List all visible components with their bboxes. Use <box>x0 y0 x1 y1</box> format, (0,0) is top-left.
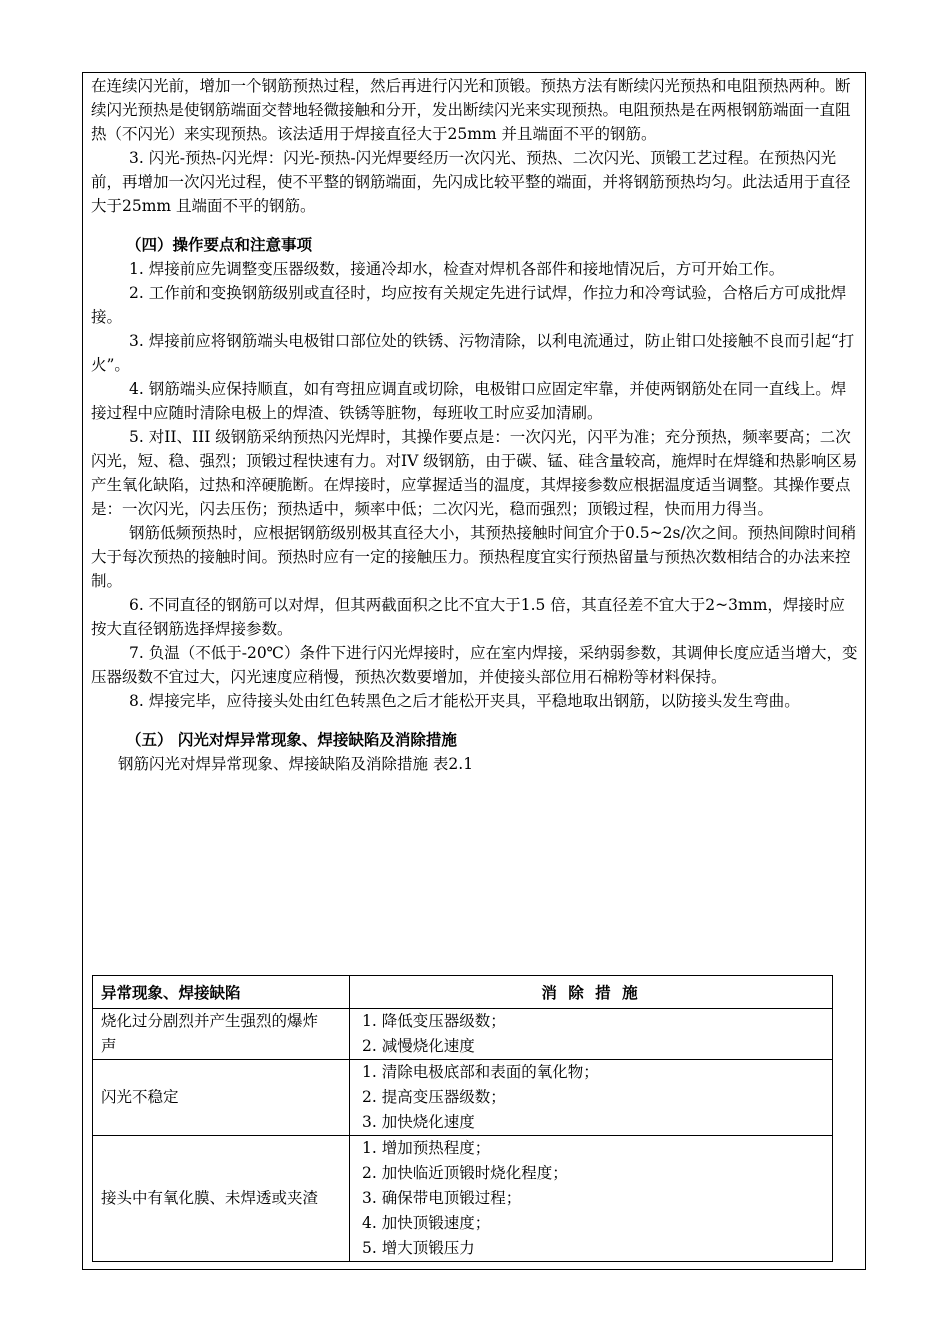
defect-cell <box>93 1136 350 1262</box>
paragraph-flash-preheat-flash: 3. 闪光-预热-闪光焊：闪光-预热-闪光焊要经历一次闪光、预热、二次闪光、顶锻工艺过程。在预热闪光前，再增加一次闪光过程，使不平整的钢筋端面，先闪成比较平整的端面，并将钢筋预热均匀。此法适用于直径大于25mm 且端面不平的钢筋。 <box>91 149 851 215</box>
section-4-item-4: 4. 钢筋端头应保持顺直，如有弯扭应调直或切除，电极钳口应固定牢靠，并使两钢筋处在同一直线上。焊接过程中应随时清除电极上的焊渣、铁锈等脏物，每班收工时应妥加清刷。 <box>91 380 847 422</box>
document-body <box>82 74 866 776</box>
defect-text: 烧化过分剧烈并产生强烈的爆炸声 <box>101 1012 319 1055</box>
section-4-item-5: 5. 对II、III 级钢筋采纳预热闪光焊时，其操作要点是：一次闪光，闪平为准；充分预热，频率要高；二次闪光，短、稳、强烈；顶锻过程快速有力。对IV 级钢筋，由于碳、锰、硅含量较高，施焊时在焊缝和热影响区易产生氧化缺陷，过热和淬硬脆断。在焊接时，应掌握适当的温度，其焊接参数应根据温度适当调整。其操作要点是：一次闪光，闪去压伤；预热适中，频率中低；二次闪光，稳而强烈；顶锻过程，快而用力得当。 <box>91 428 858 518</box>
measure-item: 3. 确保带电顶锻过程； <box>362 1189 522 1207</box>
section-4-title: （四）操作要点和注意事项 <box>126 235 313 254</box>
table-caption: 钢筋闪光对焊异常现象、焊接缺陷及消除措施 表2.1 <box>118 755 474 773</box>
measure-item: 3. 加快烧化速度 <box>362 1113 475 1131</box>
section-5-title: （五） 闪光对焊异常现象、焊接缺陷及消除措施 <box>126 730 457 749</box>
section-4-item-1: 1. 焊接前应先调整变压器级数，接通冷却水，检查对焊机各部件和接地情况后，方可开始工作。 <box>129 260 785 278</box>
measure-item: 1. 降低变压器级数； <box>362 1012 506 1030</box>
header-measures: 消 除 措 施 <box>350 976 833 1009</box>
section-4-item-6: 6. 不同直径的钢筋可以对焊，但其两截面积之比不宜大于1.5 倍，其直径差不宜大于2~3mm，焊接时应按大直径钢筋选择焊接参数。 <box>91 596 845 638</box>
defects-table <box>92 975 833 1262</box>
table-row <box>93 1060 833 1136</box>
measures-cell <box>350 1060 833 1136</box>
table-row <box>93 1009 833 1060</box>
measure-item: 1. 清除电极底部和表面的氧化物； <box>362 1063 599 1081</box>
defect-text: 闪光不稳定 <box>101 1088 179 1106</box>
table-header-row <box>93 976 833 1009</box>
table-row <box>93 1136 833 1262</box>
defect-text: 接头中有氧化膜、未焊透或夹渣 <box>101 1189 319 1207</box>
header-defect: 异常现象、焊接缺陷 <box>93 976 350 1009</box>
measures-cell <box>350 1009 833 1060</box>
measure-item: 2. 减慢烧化速度 <box>362 1037 475 1055</box>
defect-cell <box>93 1009 350 1060</box>
section-4-item-7: 7. 负温（不低于-20℃）条件下进行闪光焊接时，应在室内焊接，采纳弱参数，其调伸长度应适当增大，变压器级数不宜过大，闪光速度应稍慢，预热次数要增加，并使接头部位用石棉粉等材料保持。 <box>91 644 858 686</box>
section-4-item-2: 2. 工作前和变换钢筋级别或直径时，均应按有关规定先进行试焊，作拉力和冷弯试验，合格后方可成批焊接。 <box>91 284 847 326</box>
measures-cell <box>350 1136 833 1262</box>
measure-item: 1. 增加预热程度； <box>362 1139 491 1157</box>
section-4-low-frequency-note: 钢筋低频预热时，应根据钢筋级别极其直径大小，其预热接触时间宜介于0.5~2s/次之间。预热间隙时间稍大于每次预热的接触时间。预热时应有一定的接触压力。预热程度宜实行预热留量与预热次数相结合的办法来控制。 <box>91 524 857 590</box>
measure-item: 2. 提高变压器级数； <box>362 1088 506 1106</box>
measure-item: 4. 加快顶锻速度； <box>362 1214 491 1232</box>
paragraph-preheat-method: 在连续闪光前，增加一个钢筋预热过程，然后再进行闪光和顶锻。预热方法有断续闪光预热和电阻预热两种。断续闪光预热是使钢筋端面交替地轻微接触和分开，发出断续闪光来实现预热。电阻预热是在两根钢筋端面一直阻热（不闪光）来实现预热。该法适用于焊接直径大于25mm 并且端面不平的钢筋。 <box>91 77 851 143</box>
section-4-item-8: 8. 焊接完毕，应待接头处由红色转黑色之后才能松开夹具，平稳地取出钢筋，以防接头发生弯曲。 <box>129 692 800 710</box>
measure-item: 2. 加快临近顶锻时烧化程度； <box>362 1164 568 1182</box>
defect-cell <box>93 1060 350 1136</box>
measure-item: 5. 增大顶锻压力 <box>362 1239 475 1257</box>
section-4-item-3: 3. 焊接前应将钢筋端头电极钳口部位处的铁锈、污物清除，以利电流通过，防止钳口处接触不良而引起“打火”。 <box>91 332 855 374</box>
